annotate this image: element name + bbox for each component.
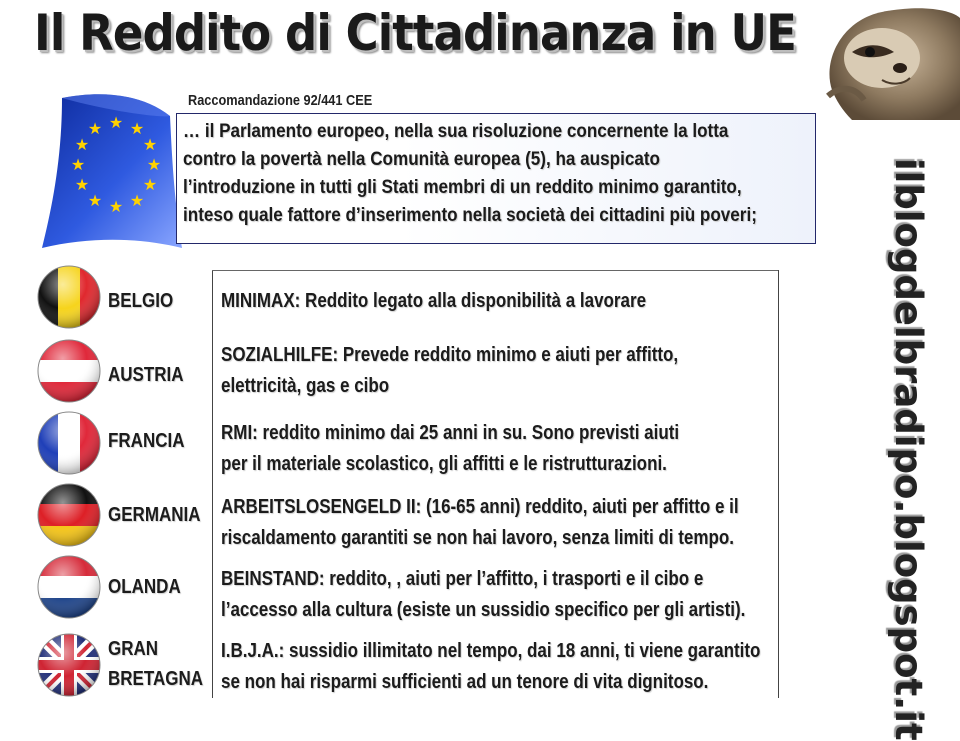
svg-text:★: ★: [70, 155, 86, 174]
description-line: I.B.J.A.: sussidio illimitato nel tempo, dai 18 anni, ti viene garantito: [221, 640, 761, 662]
austria-flag-icon: [36, 338, 102, 404]
description-line: riscaldamento garantiti se non hai lavoro, senza limiti di tempo.: [221, 527, 734, 549]
country-name: GERMANIA: [108, 504, 201, 526]
page-title: Il Reddito di Cittadinanza in UE: [34, 4, 797, 62]
quote-box: [176, 113, 816, 244]
country-row-francia: [0, 406, 800, 478]
description-line: BEINSTAND: reddito, , aiuti per l’affitto, i trasporti e il cibo e: [221, 568, 704, 590]
country-name: BELGIO: [108, 290, 174, 312]
country-description: [221, 636, 774, 698]
country-description: [221, 286, 774, 317]
country-name: AUSTRIA: [108, 364, 184, 386]
description-line: ARBEITSLOSENGELD II: (16-65 anni) reddito, aiuti per affitto e il: [221, 496, 739, 518]
description-line: elettricità, gas e cibo: [221, 375, 390, 397]
description-line: per il materiale scolastico, gli affitti e le ristrutturazioni.: [221, 453, 667, 475]
country-row-olanda: [0, 550, 800, 622]
country-description: [221, 564, 774, 626]
svg-text:★: ★: [87, 191, 103, 210]
sloth-image: [812, 0, 960, 120]
svg-text:★: ★: [146, 155, 162, 174]
svg-text:★: ★: [108, 197, 124, 216]
country-row-gran-bretagna: [0, 622, 800, 702]
recommendation-reference: Raccomandazione 92/441 CEE: [188, 92, 373, 109]
country-description: [221, 418, 774, 480]
svg-text:★: ★: [74, 175, 90, 194]
country-row-austria: [0, 334, 800, 406]
svg-text:★: ★: [74, 135, 90, 154]
description-line: l’accesso alla cultura (esiste un sussidio specifico per gli artisti).: [221, 599, 746, 621]
svg-text:★: ★: [142, 175, 158, 194]
quote-line: contro la povertà nella Comunità europea (5), ha auspicato: [183, 149, 660, 170]
blog-url: ilblogdelbradipo.blogspot.it: [887, 158, 930, 741]
svg-text:★: ★: [87, 119, 103, 138]
united-kingdom-flag-icon: [36, 632, 102, 698]
quote-line: … il Parlamento europeo, nella sua risoluzione concernente la lotta: [183, 121, 729, 142]
svg-text:★: ★: [129, 191, 145, 210]
country-name: OLANDA: [108, 576, 181, 598]
eu-flag-icon: [22, 88, 202, 253]
country-name: GRAN BRETAGNA: [108, 638, 204, 690]
germany-flag-icon: [36, 482, 102, 548]
country-description: [221, 492, 774, 554]
france-flag-icon: [36, 410, 102, 476]
country-description: [221, 340, 774, 402]
country-name: FRANCIA: [108, 430, 185, 452]
svg-text:★: ★: [108, 113, 124, 132]
netherlands-flag-icon: [36, 554, 102, 620]
description-line: MINIMAX: Reddito legato alla disponibilità a lavorare: [221, 290, 647, 312]
country-row-belgio: [0, 262, 800, 334]
svg-text:★: ★: [142, 135, 158, 154]
quote-line: l’introduzione in tutti gli Stati membri di un reddito minimo garantito,: [183, 177, 742, 198]
quote-line: inteso quale fattore d’inserimento nella società dei cittadini più poveri;: [183, 205, 757, 226]
description-line: RMI: reddito minimo dai 25 anni in su. Sono previsti aiuti: [221, 422, 680, 444]
svg-text:★: ★: [129, 119, 145, 138]
quote-text: [183, 118, 804, 230]
belgium-flag-icon: [36, 264, 102, 330]
description-line: se non hai risparmi sufficienti ad un tenore di vita dignitoso.: [221, 671, 709, 693]
description-line: SOZIALHILFE: Prevede reddito minimo e aiuti per affitto,: [221, 344, 679, 366]
country-row-germania: [0, 478, 800, 550]
